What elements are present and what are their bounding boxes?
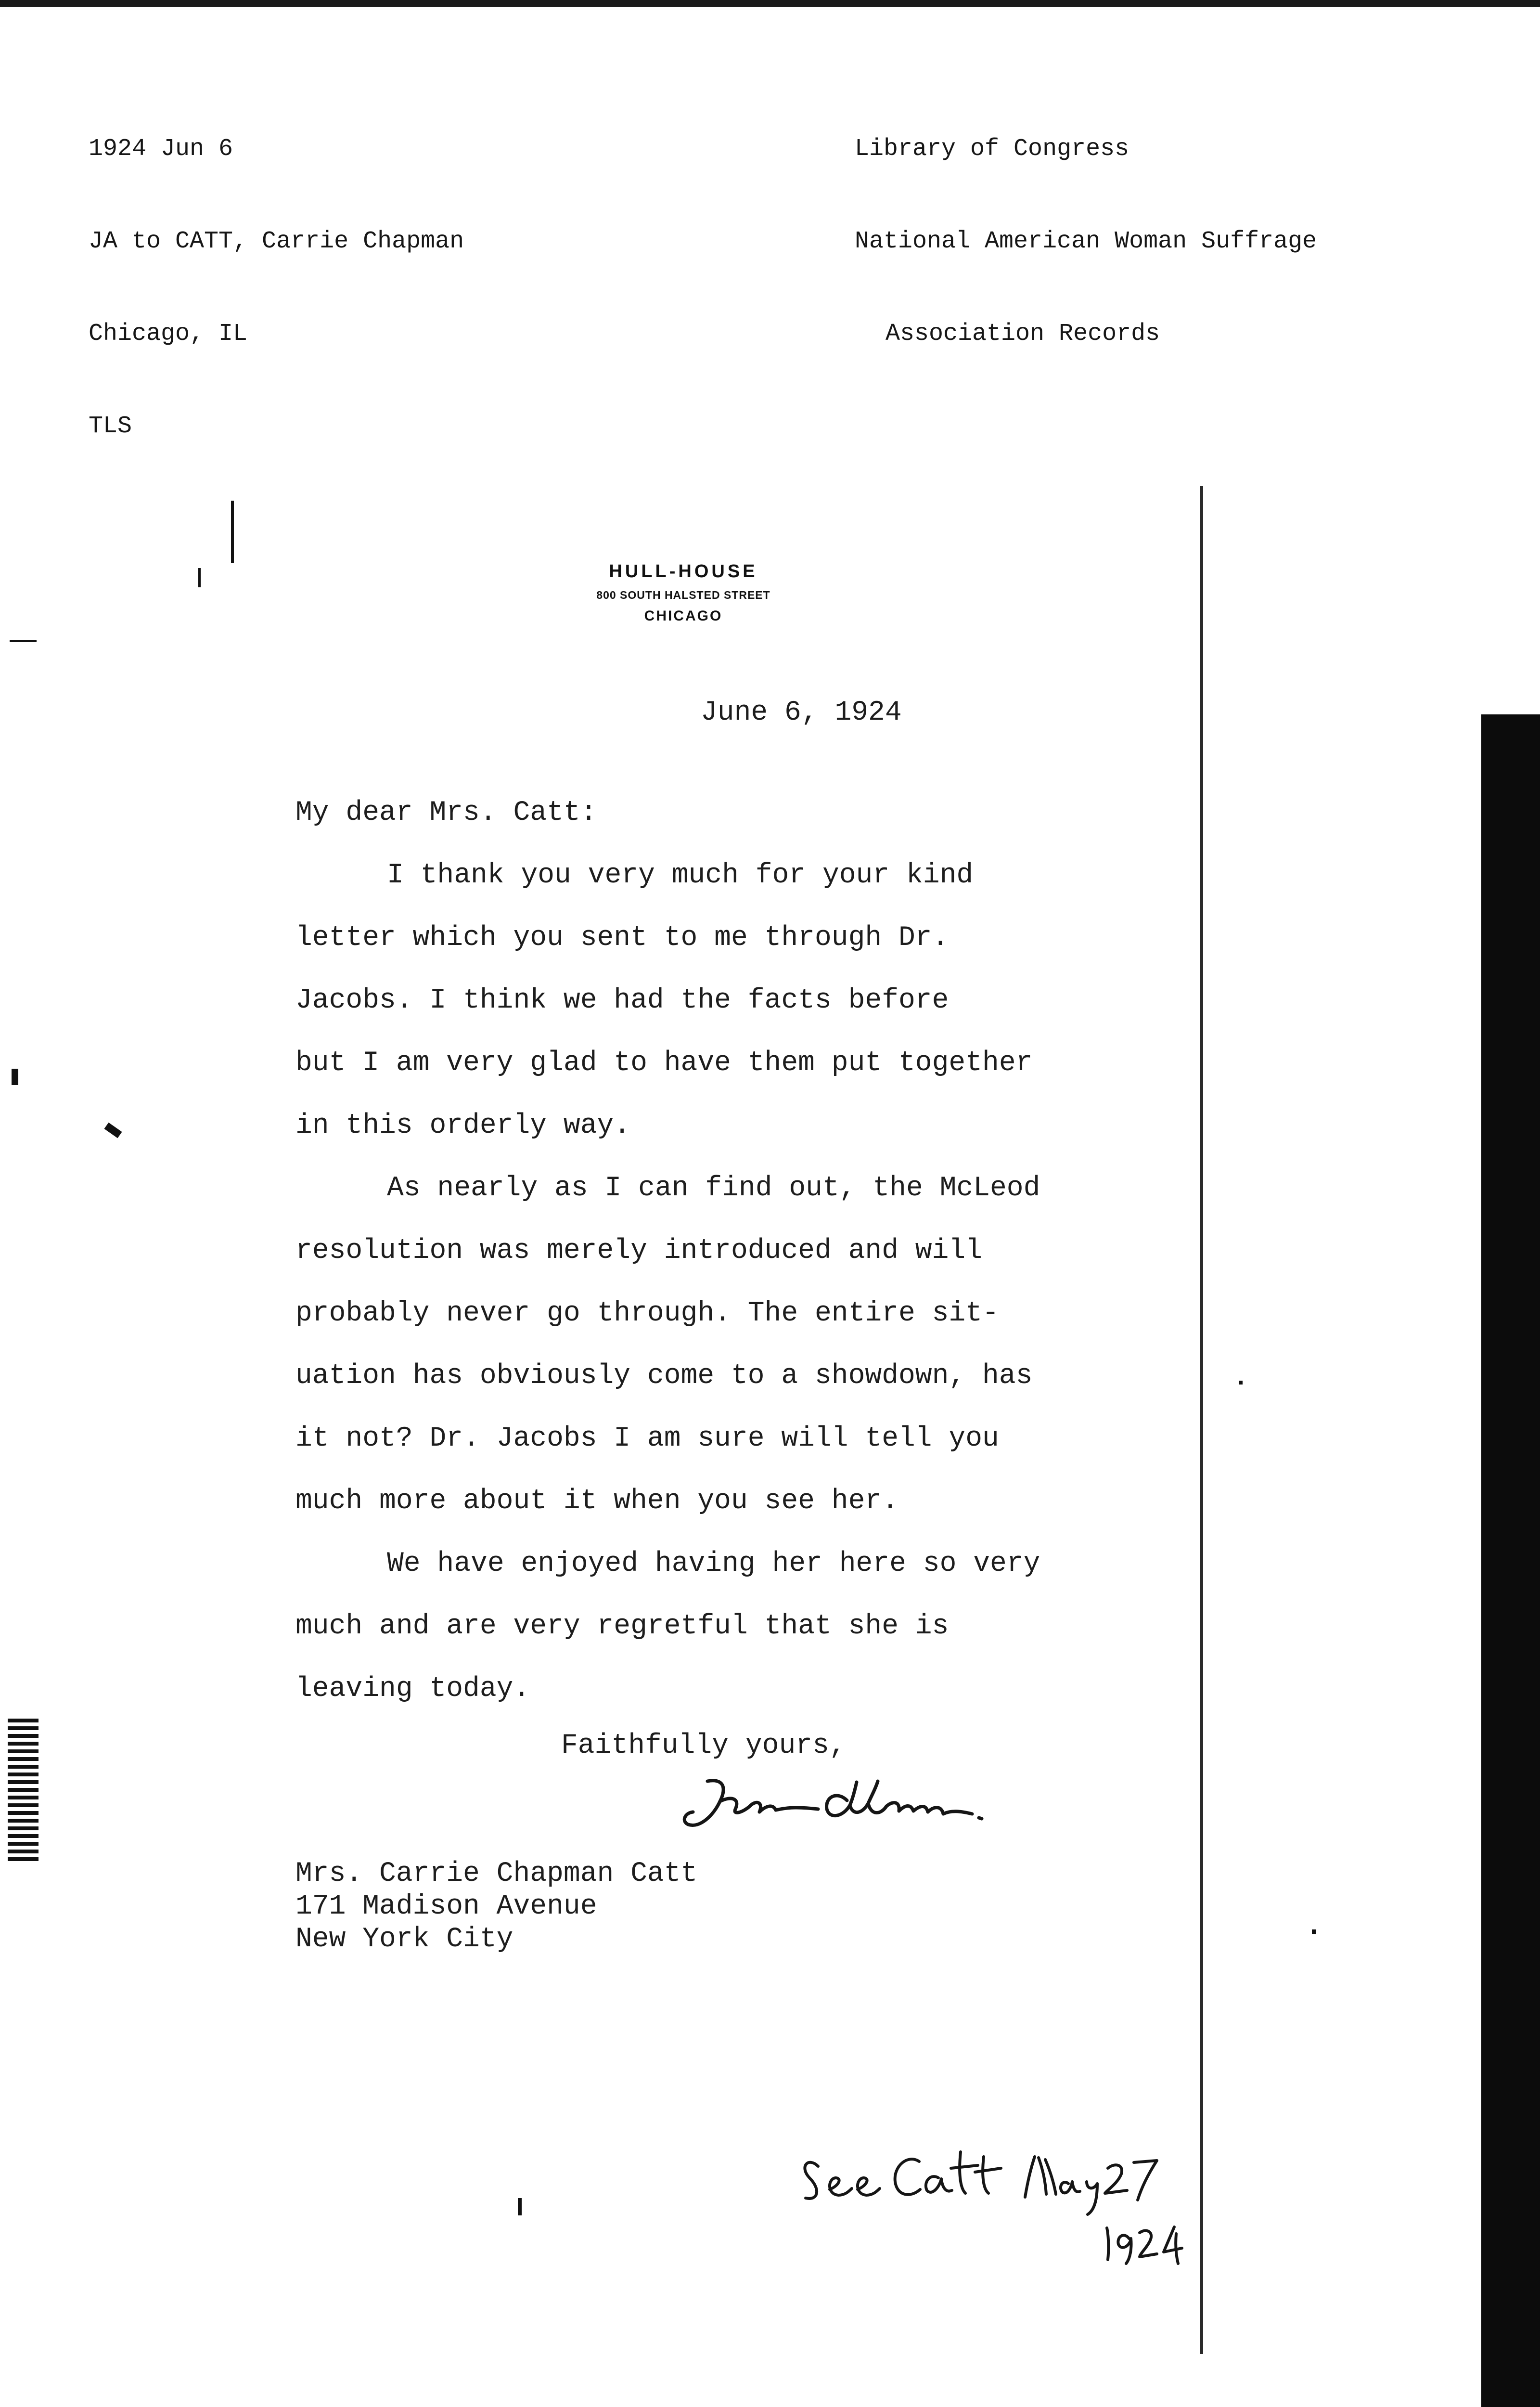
catalog-date: 1924 Jun 6 [89,135,233,163]
scan-speck [104,1123,122,1139]
recipient-address-line: New York City [295,1924,513,1955]
letter-line: leaving today. [295,1673,530,1705]
letter-line: letter which you sent to me through Dr. [295,922,949,954]
catalog-info [89,72,464,473]
closing: Faithfully yours, [561,1730,846,1761]
letterhead-street: 800 SOUTH HALSTED STREET [596,589,770,601]
letter-line: much more about it when you see her. [295,1486,899,1517]
scan-speck [1312,1929,1316,1934]
letterhead-name: HULL-HOUSE [609,561,758,582]
catalog-type: TLS [89,413,132,440]
letter-line: As nearly as I can find out, the McLeod [387,1173,1040,1204]
scan-top-edge [0,0,1540,7]
signature-image [674,1772,1001,1839]
scan-vertical-line [1200,486,1203,2354]
letterhead [481,558,886,627]
letter-line: We have enjoyed having her here so very [387,1548,1040,1579]
letter-date: June 6, 1924 [701,697,902,728]
recipient-address-line: Mrs. Carrie Chapman Catt [295,1858,698,1889]
repository-name: Library of Congress [855,135,1129,163]
letter-line: much and are very regretful that she is [295,1611,949,1642]
scan-dark-edge [1481,714,1540,2407]
letter-line: I thank you very much for your kind [387,860,974,891]
letter-line: Jacobs. I think we had the facts before [295,985,949,1016]
recipient-address-line: 171 Madison Avenue [295,1891,597,1922]
catalog-correspondents: JA to CATT, Carrie Chapman [89,228,464,255]
scan-speck [1239,1381,1243,1385]
handwritten-annotation [799,2137,1194,2282]
letter-line: in this orderly way. [295,1110,631,1141]
scan-speck [12,1069,18,1085]
letter-line: probably never go through. The entire sit- [295,1298,999,1329]
letter-line: uation has obviously come to a showdown, has [295,1360,1033,1392]
repository-info [855,72,1317,380]
letter-line: it not? Dr. Jacobs I am sure will tell you [295,1423,999,1454]
scan-binding-edge [8,1719,38,1863]
scan-speck [231,501,234,563]
salutation: My dear Mrs. Catt: [295,797,597,828]
scan-speck [10,640,37,642]
letter-line: but I am very glad to have them put together [295,1048,1033,1079]
collection-line-2: Association Records [886,320,1160,348]
letter-line: resolution was merely introduced and will [295,1235,983,1267]
letterhead-city: CHICAGO [644,608,723,624]
collection-line-1: National American Woman Suffrage [855,228,1317,255]
catalog-place: Chicago, IL [89,320,248,348]
scan-speck [518,2198,522,2215]
scan-speck [198,568,201,587]
